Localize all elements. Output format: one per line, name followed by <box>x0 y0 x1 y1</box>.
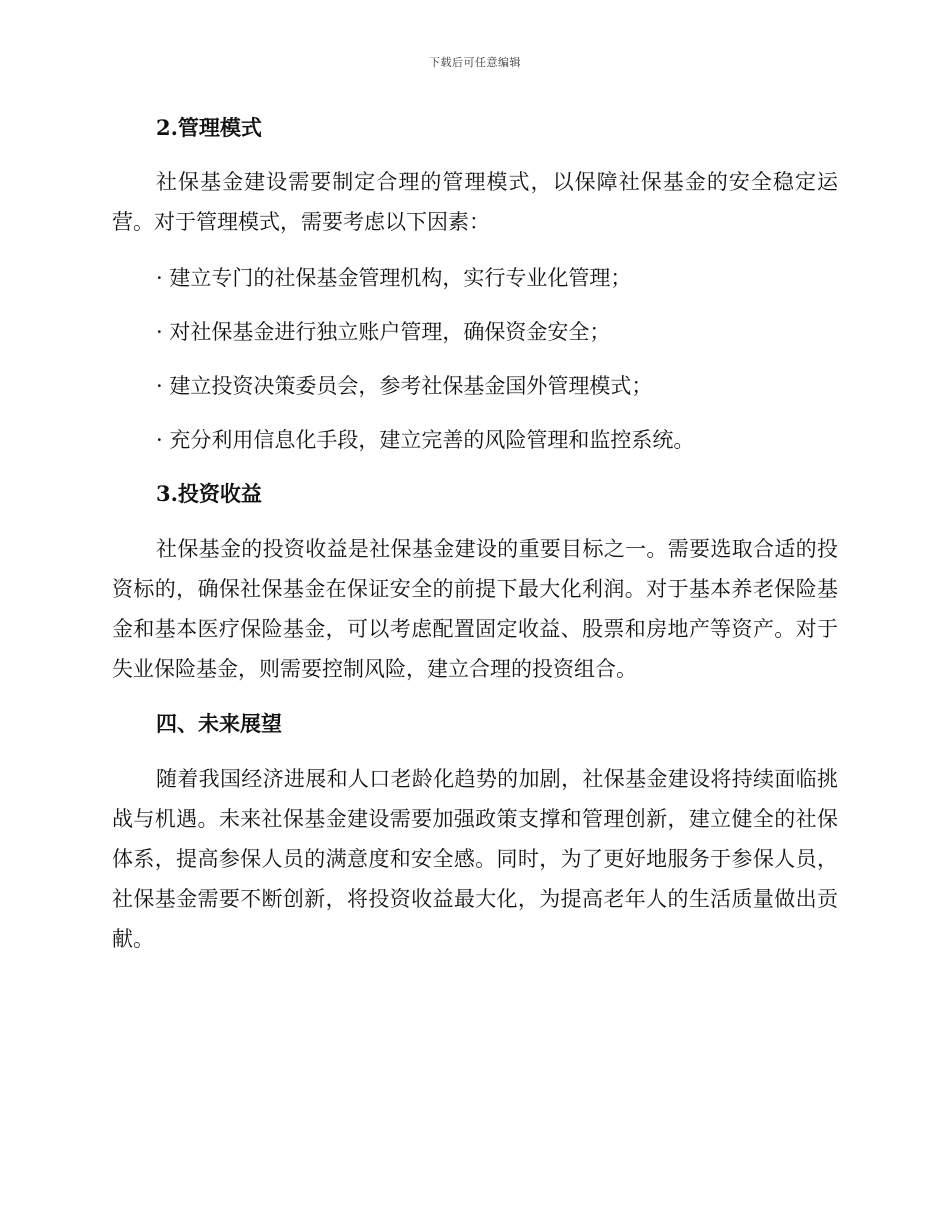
bullet-item: · 建立专门的社保基金管理机构，实行专业化管理； <box>156 266 632 290</box>
paragraph-outlook: 随着我国经济进展和人口老龄化趋势的加剧，社保基金建设将持续面临挑战与机遇。未来社保基金建设需要加强政策支撑和管理创新，建立健全的社保体系，提高参保人员的满意度和安全感。同时，为了更好地服务于参保人员，社保基金需要不断创新，将投资收益最大化，为提高老年人的生活质量做出贡献。 <box>112 767 838 951</box>
bullet-item: · 建立投资决策委员会，参考社保基金国外管理模式； <box>156 374 653 398</box>
header-note: 下载后可任意编辑 <box>429 56 521 69</box>
section-heading-investment-return: 3.投资收益 <box>156 481 262 506</box>
section-heading-management-mode: 2.管理模式 <box>156 115 262 140</box>
section-heading-outlook: 四、未来展望 <box>156 711 282 736</box>
paragraph-management-mode: 社保基金建设需要制定合理的管理模式，以保障社保基金的安全稳定运营。对于管理模式，需要考虑以下因素： <box>112 170 838 234</box>
bullet-item: · 对社保基金进行独立账户管理，确保资金安全； <box>156 320 611 344</box>
paragraph-investment-return: 社保基金的投资收益是社保基金建设的重要目标之一。需要选取合适的投资标的，确保社保基金在保证安全的前提下最大化利润。对于基本养老保险基金和基本医疗保险基金，可以考虑配置固定收益、股票和房地产等资产。对于失业保险基金，则需要控制风险，建立合理的投资组合。 <box>112 537 838 681</box>
document-body <box>112 108 838 959</box>
bullet-item: · 充分利用信息化手段，建立完善的风险管理和监控系统。 <box>156 428 695 452</box>
